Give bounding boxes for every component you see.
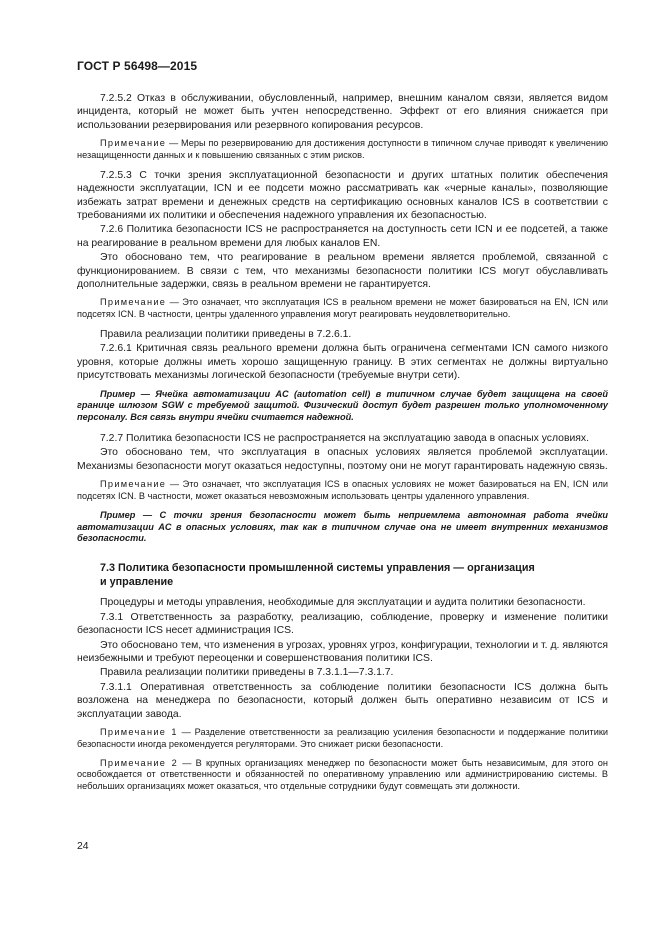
paragraph-7-2-6-rationale: Это обосновано тем, что реагирование в реальном времени является проблемой, связанной с функционированием. В связи с тем, что механизмы безопасности политики ICS могут обуславливать дополнительные задержки, связь в реальном времени не гарантируется.: [77, 252, 608, 291]
note-text: — В крупных организациях менеджер по безопасности может быть независимым, для этого он освобождается от ответственности и обязанностей по оперативному управлению или администрированию системы. В небольших организациях может оказаться, что отдельные сотрудники будут совмещать эти должности.: [77, 757, 608, 792]
note-2: [77, 297, 608, 321]
paragraph-7-3-1-rules: Правила реализации политики приведены в 7.3.1.1—7.3.1.7.: [100, 667, 394, 679]
note-text: — Разделение ответственности за реализацию усиления безопасности и поддержание политики безопасности иногда рекомендуется регуляторами. Это снижает риски безопасности.: [77, 726, 608, 749]
example-2: Пример — С точки зрения безопасности может быть неприемлема автономная работа ячейки автоматизации AC в опасных условиях, так как в типичном случае она не имеет внутренних механизмов безопасности.: [77, 509, 608, 544]
note-label: Примечание: [100, 138, 167, 149]
note-4: [77, 727, 608, 751]
paragraph-7-2-6: 7.2.6 Политика безопасности ICS не распространяется на доступность сети ICN и ее подсетей, а также на реагирование в реальном времени для любых каналов EN.: [77, 224, 608, 249]
note-text: — Это означает, что эксплуатация ICS в реальном времени не может базироваться на EN, ICN или подсетях ICN. В частности, центры удаленного управления могут реагировать неудовлетворительно.: [77, 297, 608, 320]
paragraph-7-3-1: 7.3.1 Ответственность за разработку, реализацию, соблюдение, проверку и изменение политики безопасности ICS несет администрация ICS.: [77, 611, 608, 637]
paragraph-7-2-5-3: 7.2.5.3 С точки зрения эксплуатационной безопасности и других штатных политик обеспечения надежности эксплуатации, ICN и ее подсети можно рассматривать как «черные каналы», позволяющие избежать затрат времени и денежных средств на сертификацию основных каналов ICS в соответствии с требованиями их политики и обеспечения надежного управления их безопасностью.: [77, 169, 608, 222]
note-1: [77, 138, 608, 162]
section-heading-line-2: и управление: [100, 576, 174, 589]
note-label: Примечание: [100, 297, 167, 308]
paragraph-7-2-5-2: 7.2.5.2 Отказ в обслуживании, обусловленный, например, внешним каналом связи, является видом инцидента, который не может быть учтен непосредственно. Эффект от его влияния снижается при использовании резервирования или резервного копирования ресурсов.: [77, 93, 608, 131]
paragraph-7-3-1-1: 7.3.1.1 Оперативная ответственность за соблюдение политики безопасности ICS должна быть возложена на менеджера по безопасности, который должен быть оперативно независим от ICS и эксплуатации завода.: [77, 681, 608, 720]
paragraph-7-2-7-rationale: Это обосновано тем, что эксплуатация в опасных условиях является проблемой эксплуатации. Механизмы безопасности могут оказаться недоступны, поэтому они не могут гарантировать надежную связь.: [77, 447, 608, 472]
note-3: [77, 479, 608, 503]
note-label: Примечание 2: [100, 757, 179, 768]
note-5: [77, 758, 608, 793]
note-label: Примечание 1: [100, 726, 178, 737]
paragraph-7-2-6-rules: Правила реализации политики приведены в 7.2.6.1.: [100, 329, 352, 341]
note-text: — Это означает, что эксплуатация ICS в опасных условиях не может базироваться на EN, ICN или подсетях ICN. В частности, может оказаться невозможным использовать центры удаленного управления.: [77, 479, 608, 502]
paragraph-7-3-intro: Процедуры и методы управления, необходимые для эксплуатации и аудита политики безопасности.: [100, 597, 586, 609]
note-text: — Меры по резервированию для достижения доступности в типичном случае приводят к увеличению незащищенности данных и к повышению связанных с этим рисков.: [77, 138, 608, 161]
example-1: Пример — Ячейка автоматизации AC (automation cell) в типичном случае будет защищена на своей границе шлюзом SGW с требуемой защитой. Физический доступ будет разрешен только уполномоченному персоналу. Вся связь внутри ячейки считается надежной.: [77, 388, 608, 423]
section-heading-7-3: [77, 561, 608, 589]
page-body: [77, 92, 608, 800]
standard-header: ГОСТ Р 56498—2015: [77, 59, 198, 73]
note-label: Примечание: [100, 479, 167, 490]
section-heading-line-1: 7.3 Политика безопасности промышленной системы управления — организация: [100, 562, 535, 575]
paragraph-7-2-7: 7.2.7 Политика безопасности ICS не распространяется на эксплуатацию завода в опасных условиях.: [100, 433, 589, 445]
paragraph-7-2-6-1: 7.2.6.1 Критичная связь реального времени должна быть ограничена сегментами ICN самого низкого уровня, которые должны иметь хорошо защищенную границу. В этих сегментах не должны виртуально присутствовать механизмы логической безопасности (требуемые внутри сети).: [77, 343, 608, 382]
paragraph-7-3-1-rationale: Это обосновано тем, что изменения в угрозах, уровнях угроз, конфигурации, технологии и т. д. являются неизбежными и требуют переоценки и совершенствования политики ICS.: [77, 639, 608, 664]
page-number: 24: [77, 841, 89, 852]
